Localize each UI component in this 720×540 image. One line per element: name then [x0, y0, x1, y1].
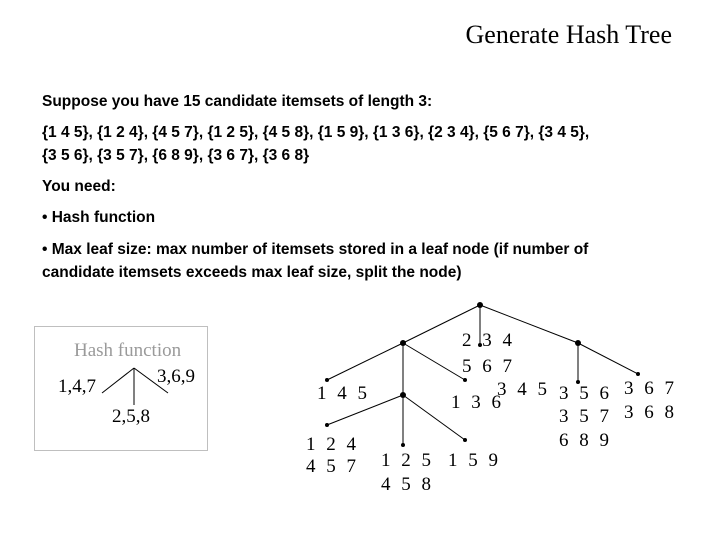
tree-leaf-dot-125: [401, 443, 405, 447]
bullet-max-leaf-size-line-2: candidate itemsets exceeds max leaf size, split the node): [42, 264, 462, 281]
tree-leaf-dot-124: [325, 423, 329, 427]
you-need-text: You need:: [42, 178, 116, 195]
leaf-itemset-234: 2 3 4: [462, 330, 515, 351]
tree-edge-left-right: [403, 343, 465, 380]
tree-leaf-dot-159: [463, 438, 467, 442]
hash-edge-right: [134, 368, 168, 393]
leaf-itemset-145: 1 4 5: [317, 383, 370, 404]
tree-leaf-dot-136: [463, 378, 467, 382]
leaf-itemset-136: 1 3 6: [451, 392, 504, 413]
hash-function-label: Hash function: [74, 340, 182, 361]
hash-branch-369: 3,6,9: [157, 366, 195, 387]
leaf-itemset-124: 1 2 4: [306, 434, 359, 455]
itemsets-line-1: {1 4 5}, {1 2 4}, {4 5 7}, {1 2 5}, {4 5 8}, {1 5 9}, {1 3 6}, {2 3 4}, {5 6 7}, {3 4 5},: [42, 124, 590, 141]
hash-branch-258: 2,5,8: [112, 406, 150, 427]
tree-edge-left-left: [327, 343, 403, 380]
itemsets-line-2: {3 5 6}, {3 5 7}, {6 8 9}, {3 6 7}, {3 6 8}: [42, 147, 310, 164]
leaf-itemset-457: 4 5 7: [306, 456, 359, 477]
leaf-itemset-689: 6 8 9: [559, 430, 612, 451]
leaf-itemset-357: 3 5 7: [559, 406, 612, 427]
tree-leaf-dot-145: [325, 378, 329, 382]
leaf-itemset-159: 1 5 9: [448, 450, 501, 471]
tree-node-right: [575, 340, 581, 346]
hash-edge-left: [102, 368, 134, 393]
leaf-itemset-458: 4 5 8: [381, 474, 434, 495]
bullet-hash-function: • Hash function: [42, 209, 156, 226]
leaf-itemset-356: 3 5 6: [559, 383, 612, 404]
leaf-itemset-367: 3 6 7: [624, 378, 677, 399]
hash-branch-147: 1,4,7: [58, 376, 96, 397]
slide-title: Generate Hash Tree: [465, 20, 672, 49]
leaf-itemset-368: 3 6 8: [624, 402, 677, 423]
tree-node-left: [400, 340, 406, 346]
leaf-itemset-125: 1 2 5: [381, 450, 434, 471]
leaf-itemset-567: 5 6 7: [462, 356, 515, 377]
bullet-max-leaf-size-line-1: • Max leaf size: max number of itemsets stored in a leaf node (if number of: [42, 241, 589, 258]
tree-root-node: [477, 302, 483, 308]
intro-text: Suppose you have 15 candidate itemsets of length 3:: [42, 93, 433, 110]
leaf-itemset-345: 3 4 5: [497, 379, 550, 400]
tree-node-left-middle: [400, 392, 406, 398]
tree-edge-right-right: [578, 343, 638, 374]
tree-leaf-dot-367: [636, 372, 640, 376]
